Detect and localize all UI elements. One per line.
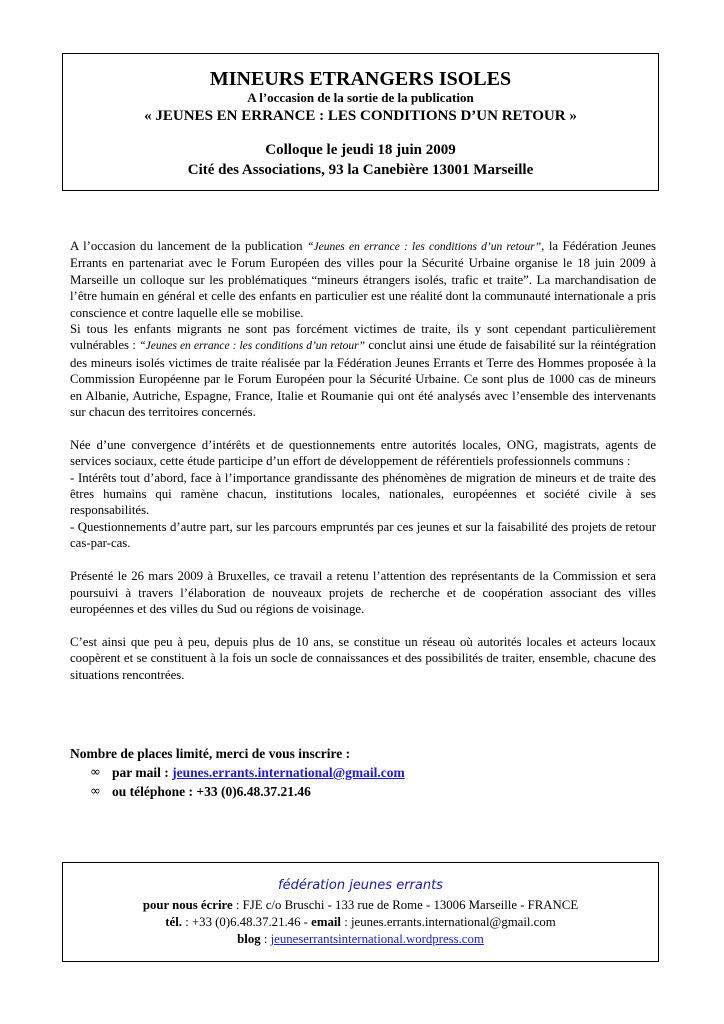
- paragraph-2-publication: “Jeunes en errance : les conditions d’un retour”: [139, 340, 366, 353]
- paragraph-1-text-b: , la Fédération Jeunes Errants en partenariat avec le Forum Européen des villes pour la Sécurité Urbaine organise le 18 juin 2009 à Marseille un colloque sur les problématiques “mineurs étrangers isolés, trafic et traite”. La marchandisation de l’être humain en général et celle des enfants en particulier est une réalité dont la communauté internationale a pris conscience et contre laquelle elle se mobilise.: [70, 239, 656, 320]
- infinity-bullet-icon: ∞: [90, 784, 101, 799]
- mail-link[interactable]: jeunes.errants.international@gmail.com: [172, 765, 405, 780]
- blog-link[interactable]: jeuneserrantsinternational.wordpress.com: [270, 932, 484, 946]
- paragraph-1-text-a: A l’occasion du lancement de la publication: [70, 239, 308, 253]
- paragraph-1-publication: “Jeunes en errance : les conditions d’un retour”: [307, 241, 542, 253]
- colloque-date: Colloque le jeudi 18 juin 2009: [265, 142, 456, 158]
- registration-heading: Nombre de places limité, merci de vous inscrire :: [70, 746, 351, 761]
- paragraph-3-item-2: - Questionnements d’autre part, sur les parcours empruntés par ces jeunes et sur la faisabilité des projets de retour cas-par-cas.: [70, 519, 656, 551]
- paragraph-2: [70, 321, 656, 420]
- body-text: [70, 238, 656, 683]
- phone-text: ou téléphone : +33 (0)6.48.37.21.46: [112, 784, 311, 799]
- footer-blog: [63, 931, 658, 947]
- publication-title: « JEUNES EN ERRANCE : LES CONDITIONS D’UN RETOUR »: [144, 108, 577, 124]
- blog-label: blog: [237, 932, 261, 946]
- write-value: : FJE c/o Bruschi - 133 rue de Rome - 13006 Marseille - FRANCE: [232, 898, 579, 912]
- footer-address: [63, 897, 658, 913]
- tel-value: : +33 (0)6.48.37.21.46 -: [182, 915, 312, 929]
- paragraph-5: C’est ainsi que peu à peu, depuis plus de 10 ans, se constitue un réseau où autorités locales et acteurs locaux coopèrent et se constituent à la fois un socle de connaissances et des possibilités de traiter, ensemble, chacune des situations rencontrées.: [70, 634, 656, 682]
- infinity-bullet-icon: ∞: [90, 765, 101, 780]
- paragraph-2-text-b: conclut ainsi une étude de faisabilité sur la réintégration des mineurs isolés victimes de traite réalisée par la Fédération Jeunes Errants et Terre des Hommes proposée à la Commission Européenne par le Forum Européen pour la Sécurité Urbaine. Ce sont plus de 1000 cas de mineurs en Albanie, Autriche, Espagne, France, Italie et Roumanie qui ont été analysés avec l’ensemble des intervenants sur chacun des territoires concernés.: [70, 338, 656, 420]
- email-value: : jeunes.errants.international@gmail.com: [341, 915, 556, 929]
- header-box: [62, 53, 659, 191]
- page-title: MINEURS ETRANGERS ISOLES: [209, 68, 512, 90]
- mail-label: par mail :: [112, 765, 173, 780]
- paragraph-3-item-1: - Intérêts tout d’abord, face à l’importance grandissante des phénomènes de migration de mineurs et de traite des êtres humains qui ramène chacun, institutions locales, nationales, européennes et société civile à ses responsabilités.: [70, 470, 656, 518]
- registration-mail-item: [70, 763, 656, 782]
- registration-phone-item: [70, 782, 656, 801]
- paragraph-2-text-a: Si tous les enfants migrants ne sont pas forcément victimes de traite, ils y sont cependant particulièrement vulnérables :: [70, 322, 656, 353]
- blog-separator: :: [260, 932, 271, 946]
- footer-contact: [63, 914, 658, 930]
- paragraph-4: Présenté le 26 mars 2009 à Bruxelles, ce travail a retenu l’attention des représentants de la Commission et sera poursuivi à travers l’élaboration de nouveaux projets de recherche et de coopération associant des villes européennes et des villes du Sud ou régions de voisinage.: [70, 569, 656, 616]
- header-subtitle: A l’occasion de la sortie de la publication: [247, 90, 474, 105]
- colloque-place: Cité des Associations, 93 la Canebière 13001 Marseille: [187, 162, 534, 178]
- email-label: email: [311, 915, 341, 929]
- paragraph-3: Née d’une convergence d’intérêts et de questionnements entre autorités locales, ONG, magistrats, agents de services sociaux, cette étude participe d’un effort de développement de référentiels professionnels communs :: [70, 437, 656, 469]
- registration: [70, 744, 656, 801]
- footer-org-name: fédération jeunes errants: [278, 878, 443, 893]
- write-label: pour nous écrire: [142, 898, 233, 912]
- tel-label: tél.: [165, 915, 182, 929]
- footer-box: [62, 862, 659, 962]
- paragraph-1: [70, 238, 656, 321]
